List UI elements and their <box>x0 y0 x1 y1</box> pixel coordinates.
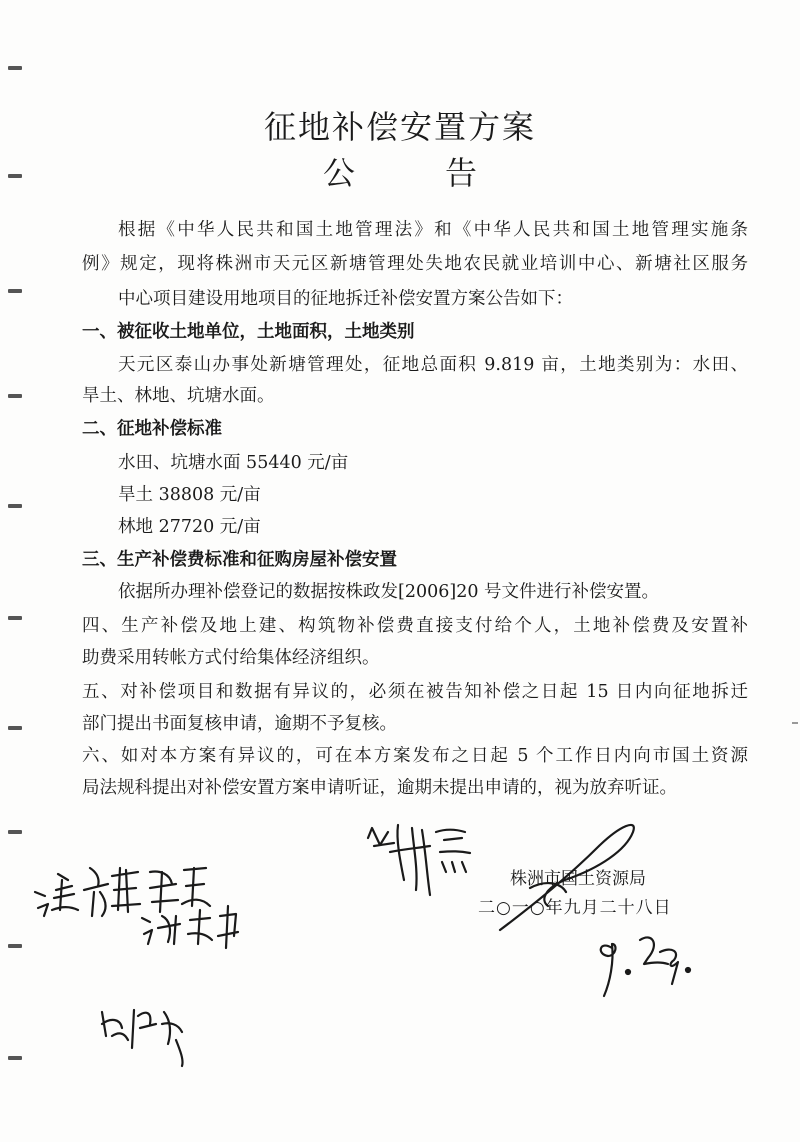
scan-mark <box>792 722 798 724</box>
intro-line-2: 例》规定，现将株洲市天元区新塘管理处失地农民就业培训中心、新塘社区服务 <box>82 254 748 274</box>
issuer-name: 株洲市国土资源局 <box>510 869 646 889</box>
handwritten-date-text: 9.29. <box>10 33 33 43</box>
approval-note-name: 谢之中 <box>10 13 38 23</box>
approval-note <box>35 868 238 948</box>
section-4-line-1: 四、生产补偿及地上建、构筑物补偿费直接支付给个人，土地补偿费及安置补 <box>82 616 748 636</box>
intro-line-1: 根据《中华人民共和国土地管理法》和《中华人民共和国土地管理实施条 <box>118 220 748 240</box>
section-1-line-1: 天元区泰山办事处新塘管理处，征地总面积 9.819 亩，土地类别为：水田、 <box>118 355 748 375</box>
rate-dry-land: 旱土 38808 元/亩 <box>118 485 261 505</box>
section-6-line-1: 六、如对本方案有异议的，可在本方案发布之日起 5 个工作日内向市国土资源 <box>82 746 748 766</box>
rate-forest: 林地 27720 元/亩 <box>118 517 261 537</box>
bottom-signature-text: 陈彪 <box>10 23 29 33</box>
section-4-line-2: 助费采用转帐方式付给集体经济组织。 <box>82 648 380 668</box>
section-1-heading: 一、被征收土地单位，土地面积，土地类别 <box>82 322 415 342</box>
section-6-line-2: 局法规科提出对补偿安置方案申请听证，逾期未提出申请的，视为放弃听证。 <box>82 778 677 798</box>
bottom-signature <box>102 1010 183 1066</box>
section-3-heading: 三、生产补偿费标准和征购房屋补偿安置 <box>82 550 397 570</box>
document-subtitle: 公告 <box>322 154 567 192</box>
intro-line-3: 中心项目建设用地项目的征地拆迁补偿安置方案公告如下： <box>118 289 573 309</box>
issue-date: 二○一○年九月二十八日 <box>478 898 672 918</box>
section-3-body: 依据所办理补偿登记的数据按株政发[2006]20 号文件进行补偿安置。 <box>118 582 660 602</box>
section-5-line-1: 五、对补偿项目和数据有异议的，必须在被告知补偿之日起 15 日内向征地拆迁 <box>82 682 748 702</box>
document-title: 征地补偿安置方案 <box>263 108 536 146</box>
section-1-line-2: 旱土、林地、坑塘水面。 <box>82 386 275 406</box>
approval-note-text: 请翟平审定 <box>10 3 56 13</box>
handwritten-date <box>601 937 690 996</box>
rate-paddy: 水田、坑塘水面 55440 元/亩 <box>118 453 349 473</box>
section-5-line-2: 部门提出书面复核申请，逾期不予复核。 <box>82 714 397 734</box>
section-2-heading: 二、征地补偿标准 <box>82 419 222 439</box>
